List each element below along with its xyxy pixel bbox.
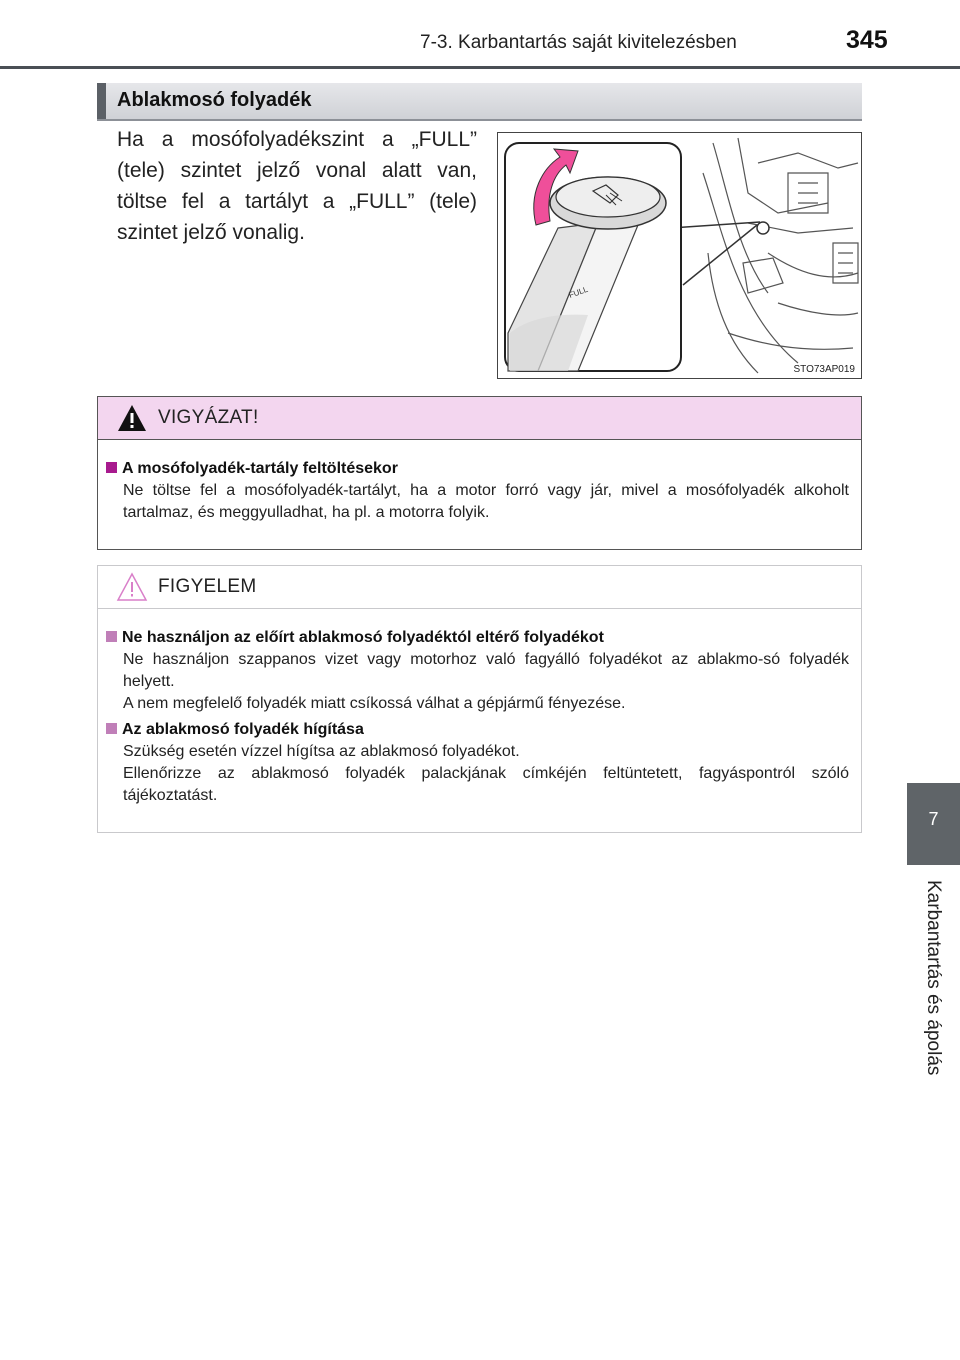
warning-body <box>98 440 861 524</box>
warning-item-line: Ne töltse fel a mosófolyadék-tartályt, ha a motor forró vagy jár, mivel a mosófolyadék alkoholt tartalmaz, és meggyulladhat, ha pl. a motorra folyik. <box>123 482 849 521</box>
bullet-square-icon <box>106 631 117 642</box>
caution-item-line: Ellenőrizze az ablakmosó folyadék palackjának címkéjén feltüntetett, fagyáspontról szóló tájékoztatást. <box>123 765 849 804</box>
caution-item-title <box>106 627 849 649</box>
section-accent <box>97 83 106 119</box>
caution-label: FIGYELEM <box>158 576 257 597</box>
section-title-bar <box>97 83 862 121</box>
warning-label: VIGYÁZAT! <box>158 407 259 428</box>
caution-item-title-text: Az ablakmosó folyadék hígítása <box>122 721 364 738</box>
full-level-label: FULL <box>567 284 590 300</box>
warning-item-title <box>106 458 849 480</box>
chapter-side-label: Karbantartás és ápolás <box>923 880 944 1076</box>
figure-code: STO73AP019 <box>793 364 855 375</box>
warning-item-title-text: A mosófolyadék-tartály feltöltésekor <box>122 460 398 477</box>
intro-paragraph: Ha a mosófolyadékszint a „FULL” (tele) szintet jelző vonal alatt van, töltse fel a tartályt a „FULL” (tele) szintet jelző vonalig. <box>117 128 477 244</box>
caution-item-line: Ne használjon szappanos vizet vagy motorhoz való fagyálló folyadékot az ablakmo-só folyadék helyett. <box>123 651 849 690</box>
caution-body <box>98 609 861 807</box>
washer-reservoir-figure <box>497 132 862 379</box>
caution-box <box>97 565 862 833</box>
warning-item <box>106 458 849 524</box>
bullet-square-icon <box>106 723 117 734</box>
warning-header <box>98 397 861 440</box>
caution-header <box>98 566 861 609</box>
caution-item-text <box>106 741 849 807</box>
chapter-header-title: 7-3. Karbantartás saját kivitelezésben <box>420 32 737 53</box>
caution-item-text <box>106 649 849 715</box>
chapter-tab <box>907 783 960 865</box>
caution-item-line: A nem megfelelő folyadék miatt csíkossá válhat a gépjármű fényezése. <box>123 695 626 712</box>
caution-item-line: Szükség esetén vízzel hígítsa az ablakmosó folyadékot. <box>123 743 520 760</box>
washer-reservoir-illustration <box>498 133 862 379</box>
section-title: Ablakmosó folyadék <box>117 89 312 111</box>
warning-item-text <box>106 480 849 524</box>
caution-item-title-text: Ne használjon az előírt ablakmosó folyadéktól eltérő folyadékot <box>122 629 604 646</box>
caution-item-title <box>106 719 849 741</box>
warning-box <box>97 396 862 550</box>
caution-triangle-icon <box>116 572 148 602</box>
caution-item <box>106 627 849 715</box>
caution-item <box>106 719 849 807</box>
header-divider <box>0 66 960 69</box>
warning-triangle-icon <box>116 403 148 433</box>
chapter-tab-number: 7 <box>928 809 939 829</box>
page-number: 345 <box>846 26 888 54</box>
bullet-square-icon <box>106 462 117 473</box>
